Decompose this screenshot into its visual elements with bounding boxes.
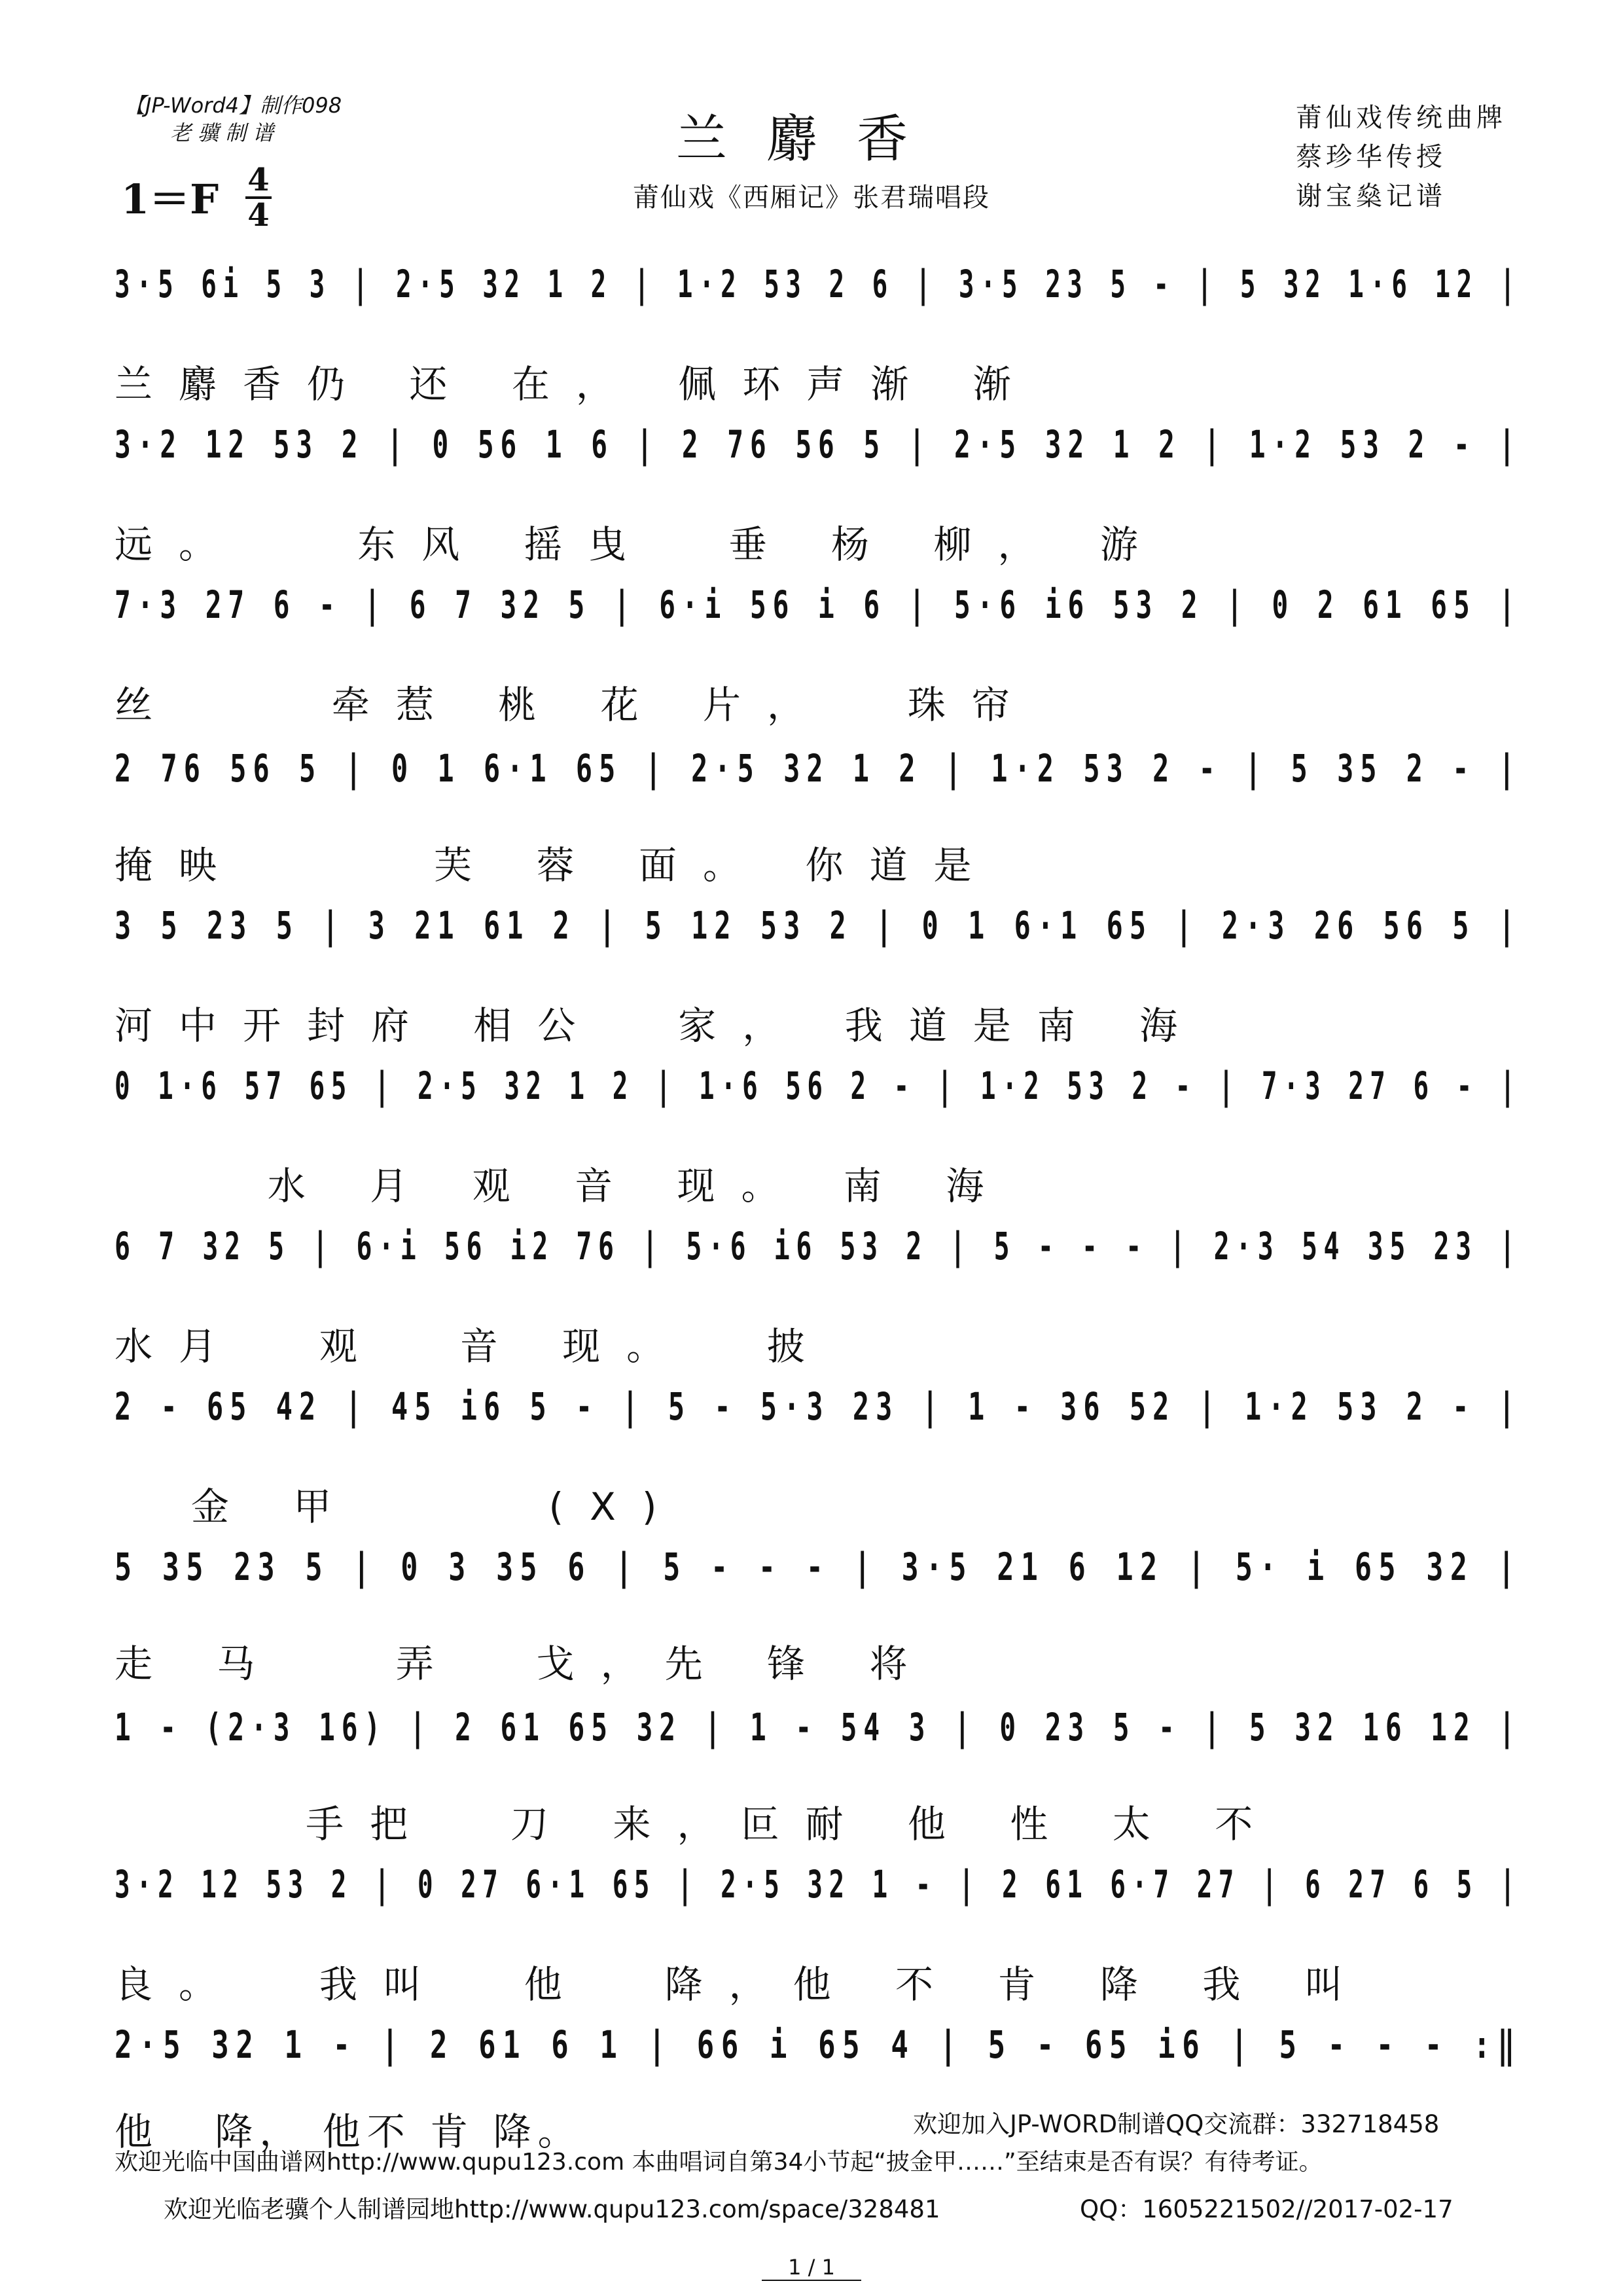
lyric-line: 手把 刀 来，叵耐 他 性 太 不 bbox=[115, 1802, 1279, 1846]
staff-notes: 3·2 12 53 2 | 0 27 6·1 65 | 2·5 32 1 - | 2 61 6·7 27 | 6 27 6 5 | bbox=[115, 1862, 1522, 1907]
staff-line bbox=[115, 563, 1522, 641]
staff-line bbox=[115, 1685, 1522, 1764]
lyric-line: 水 月 观 音 现。 南 海 bbox=[115, 1164, 1010, 1208]
source-credit-1: 莆仙戏传统曲牌 bbox=[1296, 103, 1507, 133]
staff-line bbox=[115, 2003, 1522, 2081]
lyric-line: 走 马 弄 戈，先 锋 将 bbox=[115, 1641, 934, 1686]
staff-notes: 2 76 56 5 | 0 1 6·1 65 | 2·5 32 1 2 | 1·2 53 2 - | 5 35 2 - | bbox=[115, 746, 1522, 791]
staff-line bbox=[115, 1204, 1522, 1283]
staff-notes: 3 5 23 5 | 3 21 61 2 | 5 12 53 2 | 0 1 6·1 65 | 2·3 26 56 5 | bbox=[115, 903, 1522, 948]
staff-line bbox=[115, 403, 1522, 481]
lyric-line: 金 甲 (X) bbox=[115, 1484, 683, 1529]
qq-group-note: 欢迎加入JP-WORD制谱QQ交流群：332718458 bbox=[913, 2110, 1440, 2138]
lyric-line: 远。 东风 摇曳 垂 杨 柳， 游 bbox=[115, 522, 1164, 567]
staff-line bbox=[115, 884, 1522, 962]
page-title: 兰麝香 bbox=[675, 110, 947, 169]
staff-notes: 2 - 65 42 | 45 i6 5 - | 5 - 5·3 23 | 1 - 36 52 | 1·2 53 2 - | bbox=[115, 1384, 1522, 1429]
time-bottom: 4 bbox=[247, 197, 270, 234]
staff-line bbox=[115, 1365, 1522, 1443]
staff-notes: 5 35 23 5 | 0 3 35 6 | 5 - - - | 3·5 21 6 12 | 5· i 65 32 | bbox=[115, 1545, 1522, 1589]
page-number-text: 1 / 1 bbox=[762, 2255, 861, 2281]
staff-notes: 1 - (2·3 16) | 2 61 65 32 | 1 - 54 3 | 0 23 5 - | 5 32 16 12 | bbox=[115, 1705, 1522, 1749]
page-number bbox=[0, 2255, 1623, 2280]
credit-line-1: 【JP-Word4】制作098 bbox=[124, 93, 342, 118]
credit-line-2: 老骥制谱 bbox=[170, 120, 281, 145]
personal-site-note: 欢迎光临老骥个人制谱园地http://www.qupu123.com/space/328481 bbox=[164, 2195, 940, 2223]
time-signature bbox=[242, 164, 275, 232]
time-top: 4 bbox=[247, 162, 270, 198]
lyric-line: 丝 牵惹 桃 花 片， 珠帘 bbox=[115, 683, 1036, 727]
lyric-line: 良。 我叫 他 降，他 不 肯 降 我 叫 bbox=[115, 1962, 1369, 2007]
staff-notes: 6 7 32 5 | 6·i 56 i2 76 | 5·6 i6 53 2 | 5 - - - | 2·3 54 35 23 | bbox=[115, 1224, 1522, 1268]
staff-line bbox=[115, 1525, 1522, 1604]
staff-line bbox=[115, 726, 1522, 805]
staff-line bbox=[115, 1044, 1522, 1122]
staff-line bbox=[115, 242, 1522, 321]
lyric-line: 掩映 芙 蓉 面。 你道是 bbox=[115, 843, 998, 888]
source-credit-2: 蔡珍华传授 bbox=[1296, 142, 1446, 172]
source-credit-3: 谢宝燊记谱 bbox=[1296, 181, 1446, 211]
source-credits bbox=[1296, 98, 1507, 216]
staff-notes: 3·5 6i 5 3 | 2·5 32 1 2 | 1·2 53 2 6 | 3·5 23 5 - | 5 32 1·6 12 | bbox=[115, 262, 1522, 306]
staff-notes: 3·2 12 53 2 | 0 56 1 6 | 2 76 56 5 | 2·5 32 1 2 | 1·2 53 2 - | bbox=[115, 422, 1522, 467]
staff-line bbox=[115, 1842, 1522, 1921]
site-note: 欢迎光临中国曲谱网http://www.qupu123.com 本曲唱词自第34小节起“披金甲……”至结束是否有误？有待考证。 bbox=[115, 2149, 1323, 2176]
staff-notes: 2·5 32 1 - | 2 61 6 1 | 66 i 65 4 | 5 - 65 i6 | 5 - - - :‖ bbox=[115, 2022, 1522, 2067]
contact-date-note: QQ：1605221502//2017-02-17 bbox=[1080, 2195, 1454, 2223]
lyric-line: 水月 观 音 现。 披 bbox=[115, 1324, 832, 1369]
lyric-line: 河中开封府 相公 家， 我道是南 海 bbox=[115, 1003, 1204, 1048]
lyric-line: 兰麝香仍 还 在， 佩环声渐 渐 bbox=[115, 362, 1037, 406]
lyric-line: 他 降， 他不 肯 降。 bbox=[115, 2109, 582, 2154]
page-subtitle: 莆仙戏《西厢记》张君瑞唱段 bbox=[633, 183, 990, 213]
key-signature: 1＝F bbox=[121, 175, 219, 223]
staff-notes: 0 1·6 57 65 | 2·5 32 1 2 | 1·6 56 2 - | 1·2 53 2 - | 7·3 27 6 - | bbox=[115, 1064, 1522, 1108]
staff-notes: 7·3 27 6 - | 6 7 32 5 | 6·i 56 i 6 | 5·6 i6 53 2 | 0 2 61 65 | bbox=[115, 583, 1522, 627]
